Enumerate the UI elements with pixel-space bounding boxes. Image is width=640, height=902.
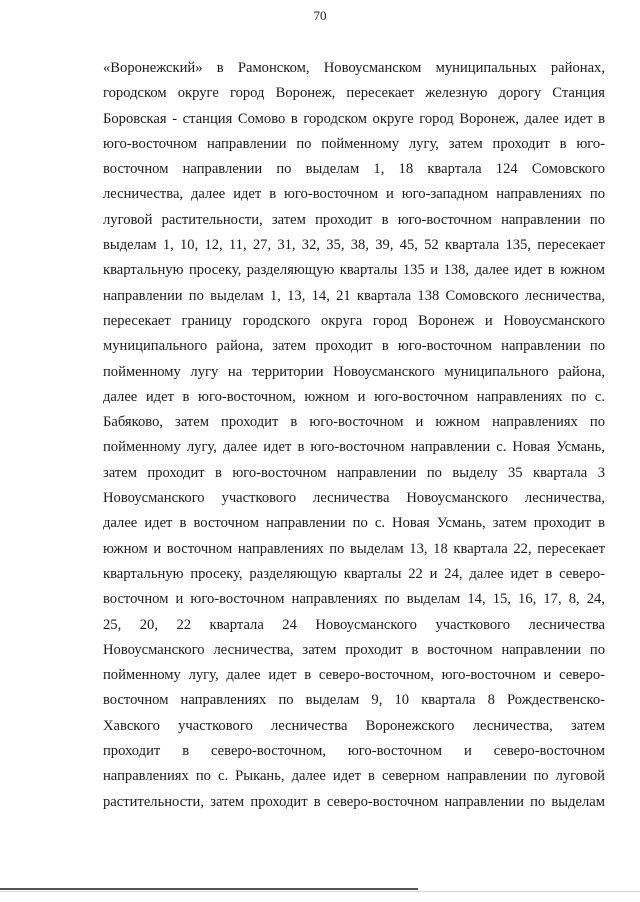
text-line: Новоусманского участкового лесничества Новоусманского лесничества, — [103, 490, 605, 507]
text-line: затем проходит в юго-восточном направлении по выделу 35 квартала 3 — [103, 464, 605, 481]
text-line: пересекает границу городского округа город Воронеж и Новоусманского — [103, 312, 605, 329]
text-line: пойменному лугу, далее идет в юго-восточном направлении с. Новая Усмань, — [103, 439, 605, 456]
text-line: Боровская - станция Сомово в городском округе город Воронеж, далее идет в — [103, 110, 605, 127]
text-line: направлении по выделам 1, 13, 14, 21 квартала 138 Сомовского лесничества, — [103, 287, 605, 304]
text-line: квартальную просеку, разделяющую кварталы 135 и 138, далее идет в южном — [103, 262, 605, 279]
text-line: муниципального района, затем проходит в юго-восточном направлении по — [103, 338, 605, 355]
page-bottom-edge — [0, 891, 640, 892]
text-line: южном и восточном направлениях по выделам 13, 18 квартала 22, пересекает — [103, 540, 605, 557]
text-line: городском округе город Воронеж, пересекает железную дорогу Станция — [103, 85, 605, 102]
text-line: «Воронежский» в Рамонском, Новоусманском муниципальных районах, — [103, 60, 605, 76]
text-line: проходит в северо-восточном, юго-восточном и северо-восточном — [103, 743, 605, 760]
text-line: пойменному лугу на территории Новоусманского муниципального района, — [103, 363, 605, 380]
text-line: далее идет в восточном направлении по с. Новая Усмань, затем проходит в — [103, 515, 605, 532]
page-number: 70 — [313, 8, 327, 23]
text-line: квартальную просеку, разделяющую кварталы 22 и 24, далее идет в северо- — [103, 565, 605, 582]
text-line: юго-восточном направлении по пойменному лугу, затем проходит в юго- — [103, 135, 605, 152]
text-line: восточном и юго-восточном направлениях по выделам 14, 15, 16, 17, 8, 24, — [103, 591, 605, 608]
text-line: Бабяково, затем проходит в юго-восточном и южном направлениях по — [103, 414, 605, 431]
text-line: восточном направлениях по выделам 9, 10 квартала 8 Рождественско- — [103, 692, 605, 709]
text-line: восточном направлении по выделам 1, 18 квартала 124 Сомовского — [103, 161, 605, 178]
footer-divider — [0, 888, 418, 890]
text-line: направлениях по с. Рыкань, далее идет в северном направлении по луговой — [103, 768, 605, 785]
text-line: далее идет в юго-восточном, южном и юго-восточном направлениях по с. — [103, 388, 605, 405]
text-line: пойменному лугу, далее идет в северо-восточном, юго-восточном и северо- — [103, 667, 605, 684]
text-line: растительности, затем проходит в северо-восточном направлении по выделам — [103, 793, 605, 810]
text-line: 25, 20, 22 квартала 24 Новоусманского участкового лесничества — [103, 616, 605, 633]
text-line: выделам 1, 10, 12, 11, 27, 31, 32, 35, 38, 39, 45, 52 квартала 135, пересекает — [103, 237, 605, 254]
text-line: Новоусманского лесничества, затем проходит в восточном направлении по — [103, 641, 605, 658]
body-paragraph — [103, 56, 605, 815]
text-line: лесничества, далее идет в юго-восточном и юго-западном направлениях по — [103, 186, 605, 203]
text-line: луговой растительности, затем проходит в юго-восточном направлении по — [103, 211, 605, 228]
text-line: Хавского участкового лесничества Воронежского лесничества, затем — [103, 717, 605, 734]
